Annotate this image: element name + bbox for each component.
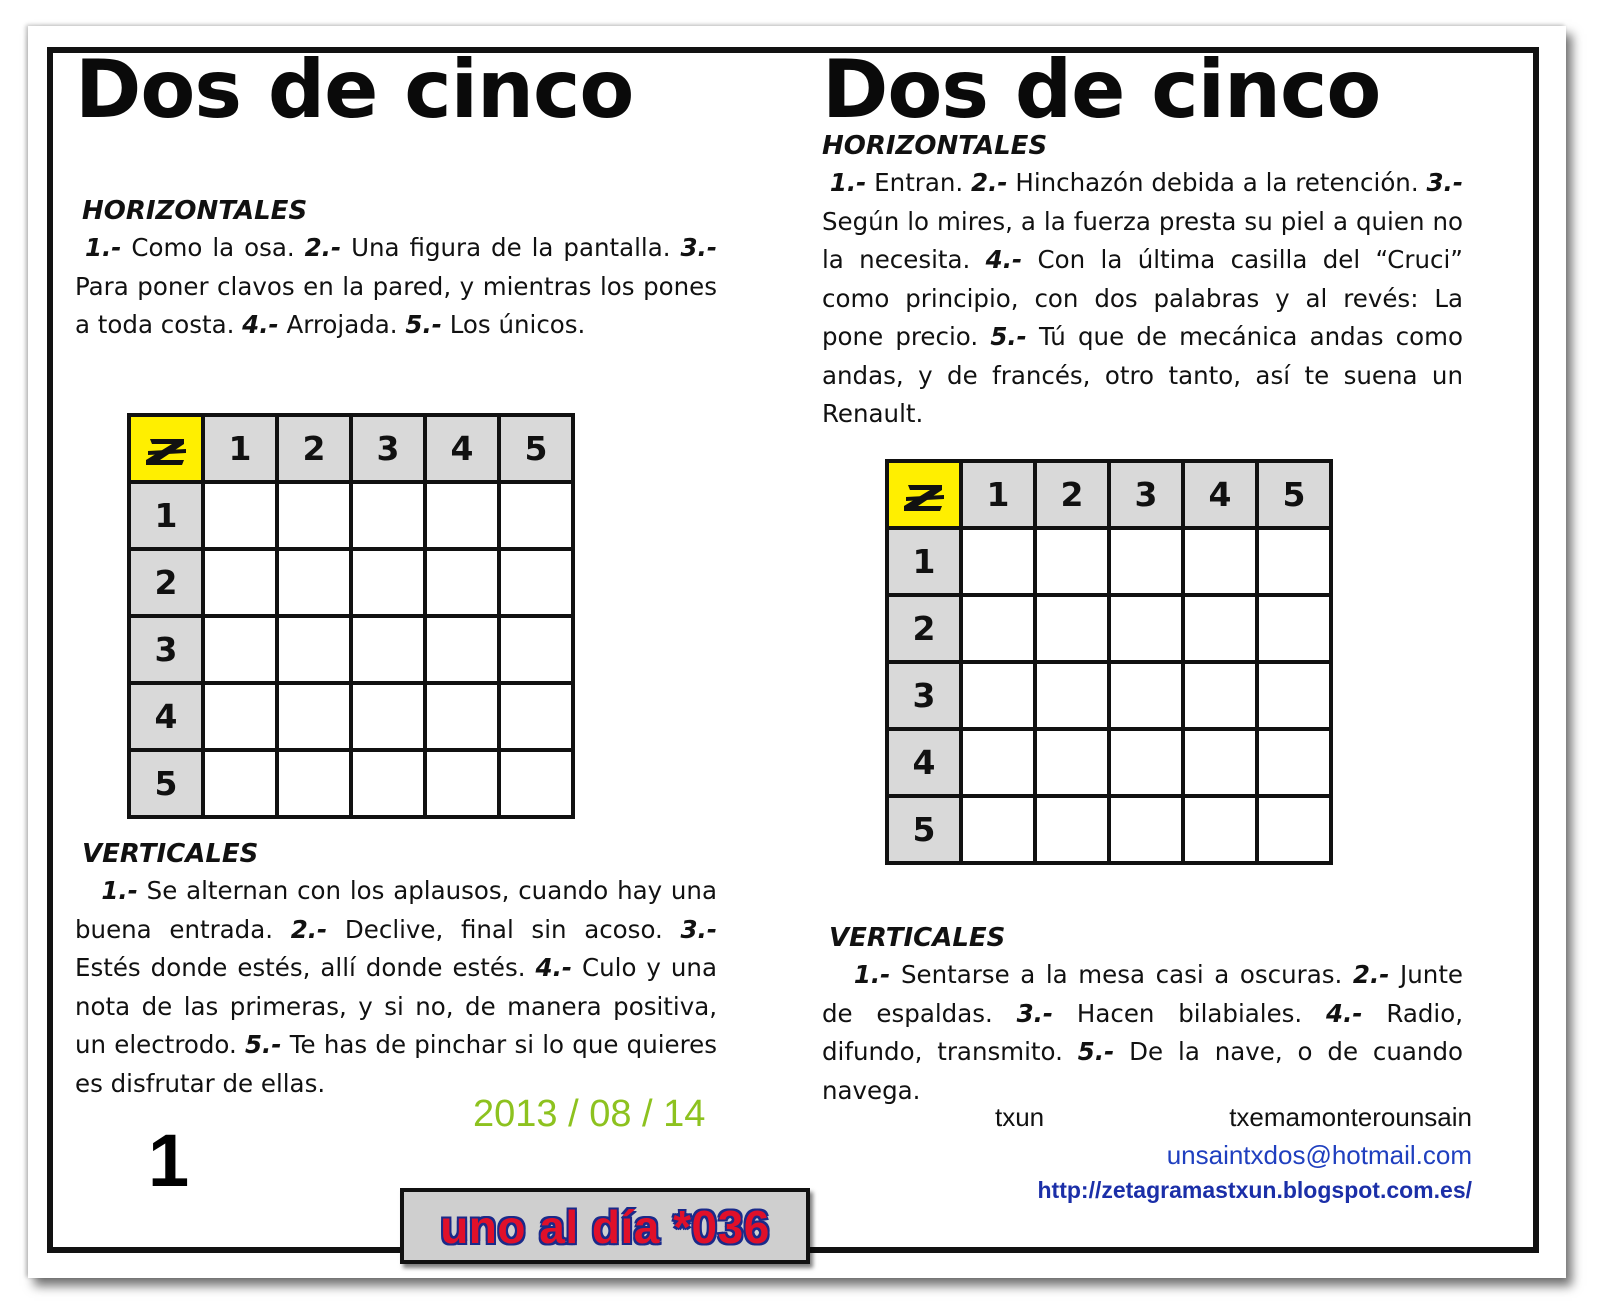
clue-text: Tú que de mecánica andas como andas, y de francés, otro tanto, así te suena un Renault. (822, 322, 1463, 428)
grid-corner (887, 461, 961, 528)
grid-column-header: 5 (499, 415, 573, 482)
right-verticales-heading: VERTICALES (829, 923, 1006, 953)
left-verticales-heading: VERTICALES (82, 839, 259, 869)
grid-column-header: 1 (203, 415, 277, 482)
grid-cell[interactable] (1109, 595, 1183, 662)
clue-text: Una figura de la pantalla. (341, 233, 681, 262)
grid-cell[interactable] (499, 616, 573, 683)
grid-cell[interactable] (1109, 528, 1183, 595)
clue-number: 2.- (290, 914, 328, 944)
grid-row-header: 5 (887, 796, 961, 863)
clue-number: 4.- (1326, 998, 1363, 1028)
clue-number: 2.- (1352, 960, 1390, 989)
grid-cell[interactable] (1257, 595, 1331, 662)
grid-row (887, 528, 1331, 595)
right-horizontales-clues (822, 164, 1463, 434)
grid-row (129, 549, 573, 616)
z-logo-icon (900, 480, 948, 514)
grid-cell[interactable] (1183, 796, 1257, 863)
grid-row-header: 4 (887, 729, 961, 796)
clue-text: Para poner clavos en la pared, y mientras los pones a toda costa. (75, 271, 717, 339)
clue-text: Te has de pinchar si lo que quieres es disfrutar de ellas. (75, 1030, 717, 1098)
grid-cell[interactable] (1183, 662, 1257, 729)
left-horizontales-heading: HORIZONTALES (82, 196, 308, 226)
grid-cell[interactable] (425, 683, 499, 750)
grid-cell[interactable] (277, 750, 351, 817)
grid-cell[interactable] (1257, 528, 1331, 595)
clue-text: Entran. (866, 168, 972, 197)
puzzle-date: 2013 / 08 / 14 (473, 1093, 706, 1135)
clue-number: 5.- (244, 1030, 282, 1059)
page-number: 1 (148, 1119, 190, 1202)
grid-cell[interactable] (425, 750, 499, 817)
author-short: txun (995, 1102, 1045, 1132)
grid-row (129, 616, 573, 683)
clue-text: Culo y una nota de las primeras, y si no, de manera positiva, un electrodo. (75, 953, 717, 1059)
grid-column-header: 5 (1257, 461, 1331, 528)
grid-cell[interactable] (499, 750, 573, 817)
clue-number: 3.- (1016, 998, 1054, 1028)
clue-text: Declive, final sin acoso. (327, 914, 681, 944)
grid-row (887, 729, 1331, 796)
grid-cell[interactable] (1183, 595, 1257, 662)
grid-row-header: 3 (129, 616, 203, 683)
grid-header-row (887, 461, 1331, 528)
grid-row (129, 683, 573, 750)
grid-cell[interactable] (961, 662, 1035, 729)
grid-cell[interactable] (1035, 729, 1109, 796)
grid-cell[interactable] (351, 482, 425, 549)
grid-cell[interactable] (277, 616, 351, 683)
grid-cell[interactable] (203, 750, 277, 817)
grid-row (129, 482, 573, 549)
grid-cell[interactable] (425, 549, 499, 616)
grid-cell[interactable] (499, 482, 573, 549)
right-horizontales-heading: HORIZONTALES (822, 131, 1048, 161)
grid-cell[interactable] (203, 683, 277, 750)
author-email[interactable]: unsaintxdos@hotmail.com (1166, 1140, 1472, 1170)
grid-cell[interactable] (1109, 729, 1183, 796)
right-crossword-grid (885, 459, 1333, 865)
grid-cell[interactable] (961, 595, 1035, 662)
grid-cell[interactable] (351, 616, 425, 683)
grid-cell[interactable] (277, 683, 351, 750)
grid-column-header: 1 (961, 461, 1035, 528)
grid-row-header: 4 (129, 683, 203, 750)
grid-cell[interactable] (961, 729, 1035, 796)
clue-text: Los únicos. (441, 310, 586, 339)
grid-cell[interactable] (1035, 528, 1109, 595)
grid-cell[interactable] (961, 796, 1035, 863)
right-verticales-clues (822, 956, 1463, 1110)
clue-number: 5.- (990, 322, 1027, 351)
clue-number: 3.- (680, 914, 717, 944)
grid-row (887, 595, 1331, 662)
grid-cell[interactable] (1183, 528, 1257, 595)
grid-header-row (129, 415, 573, 482)
grid-row (887, 796, 1331, 863)
grid-row-header: 2 (129, 549, 203, 616)
grid-cell[interactable] (499, 683, 573, 750)
grid-column-header: 3 (1109, 461, 1183, 528)
grid-cell[interactable] (1109, 662, 1183, 729)
clue-number: 4.- (242, 310, 279, 339)
clue-text: Según lo mires, a la fuerza presta su piel a quien no la necesita. (822, 206, 1463, 274)
clue-number: 1.- (853, 960, 891, 989)
grid-column-header: 2 (277, 415, 351, 482)
grid-cell[interactable] (203, 549, 277, 616)
daily-badge (400, 1188, 810, 1264)
clue-text: Hinchazón debida a la retención. (1007, 168, 1427, 197)
grid-row (887, 662, 1331, 729)
grid-cell[interactable] (1035, 662, 1109, 729)
grid-cell[interactable] (1109, 796, 1183, 863)
author-full: txemamonterounsain (1229, 1102, 1472, 1132)
left-title: Dos de cinco (75, 43, 634, 136)
blog-url[interactable]: http://zetagramastxun.blogspot.com.es/ (1037, 1177, 1472, 1203)
grid-cell[interactable] (961, 528, 1035, 595)
grid-cell[interactable] (1257, 796, 1331, 863)
grid-row-header: 5 (129, 750, 203, 817)
clue-number: 1.- (829, 168, 867, 197)
clue-number: 3.- (1426, 168, 1463, 197)
grid-cell[interactable] (1035, 796, 1109, 863)
grid-cell[interactable] (1183, 729, 1257, 796)
grid-cell[interactable] (351, 750, 425, 817)
clue-text: Como la osa. (121, 233, 305, 262)
clue-number: 4.- (985, 245, 1023, 274)
grid-row-header: 3 (887, 662, 961, 729)
grid-row-header: 1 (887, 528, 961, 595)
left-crossword-grid (127, 413, 575, 819)
clue-number: 5.- (405, 310, 442, 339)
daily-badge-text: uno al día *036 (440, 1201, 770, 1253)
grid-cell[interactable] (351, 549, 425, 616)
clue-number: 5.- (1077, 1037, 1115, 1066)
grid-cell[interactable] (1257, 729, 1331, 796)
left-verticales-clues (75, 872, 717, 1103)
right-title: Dos de cinco (822, 43, 1381, 136)
grid-cell[interactable] (1257, 662, 1331, 729)
clue-text: Estés donde estés, allí donde estés. (75, 953, 536, 982)
clue-text: Sentarse a la mesa casi a oscuras. (890, 960, 1353, 989)
clue-text: Hacen bilabiales. (1053, 998, 1327, 1028)
left-horizontales-clues (75, 229, 717, 345)
clue-text: Junte de espaldas. (822, 960, 1464, 1028)
grid-cell[interactable] (499, 549, 573, 616)
grid-cell[interactable] (425, 482, 499, 549)
grid-column-header: 3 (351, 415, 425, 482)
clue-text: De la nave, o de cuando navega. (822, 1037, 1463, 1105)
clue-text: Radio, difundo, transmito. (822, 998, 1464, 1066)
grid-column-header: 4 (1183, 461, 1257, 528)
clue-number: 1.- (101, 876, 138, 905)
grid-row-header: 1 (129, 482, 203, 549)
clue-number: 2.- (304, 233, 342, 262)
grid-column-header: 2 (1035, 461, 1109, 528)
grid-cell[interactable] (277, 482, 351, 549)
grid-cell[interactable] (351, 683, 425, 750)
grid-cell[interactable] (203, 616, 277, 683)
grid-cell[interactable] (277, 549, 351, 616)
grid-corner (129, 415, 203, 482)
grid-column-header: 4 (425, 415, 499, 482)
grid-row-header: 2 (887, 595, 961, 662)
clue-number: 3.- (680, 233, 717, 262)
grid-cell[interactable] (1035, 595, 1109, 662)
clue-number: 4.- (535, 953, 573, 982)
clue-number: 2.- (971, 168, 1008, 197)
clue-text: Arrojada. (278, 310, 406, 339)
z-logo-icon (142, 434, 190, 468)
grid-row (129, 750, 573, 817)
clue-text: Se alternan con los aplausos, cuando hay una buena entrada. (75, 876, 717, 944)
grid-cell[interactable] (425, 616, 499, 683)
clue-number: 1.- (84, 233, 122, 262)
clue-text: Con la última casilla del “Cruci” como principio, con dos palabras y al revés: La pone precio. (822, 245, 1463, 351)
grid-cell[interactable] (203, 482, 277, 549)
